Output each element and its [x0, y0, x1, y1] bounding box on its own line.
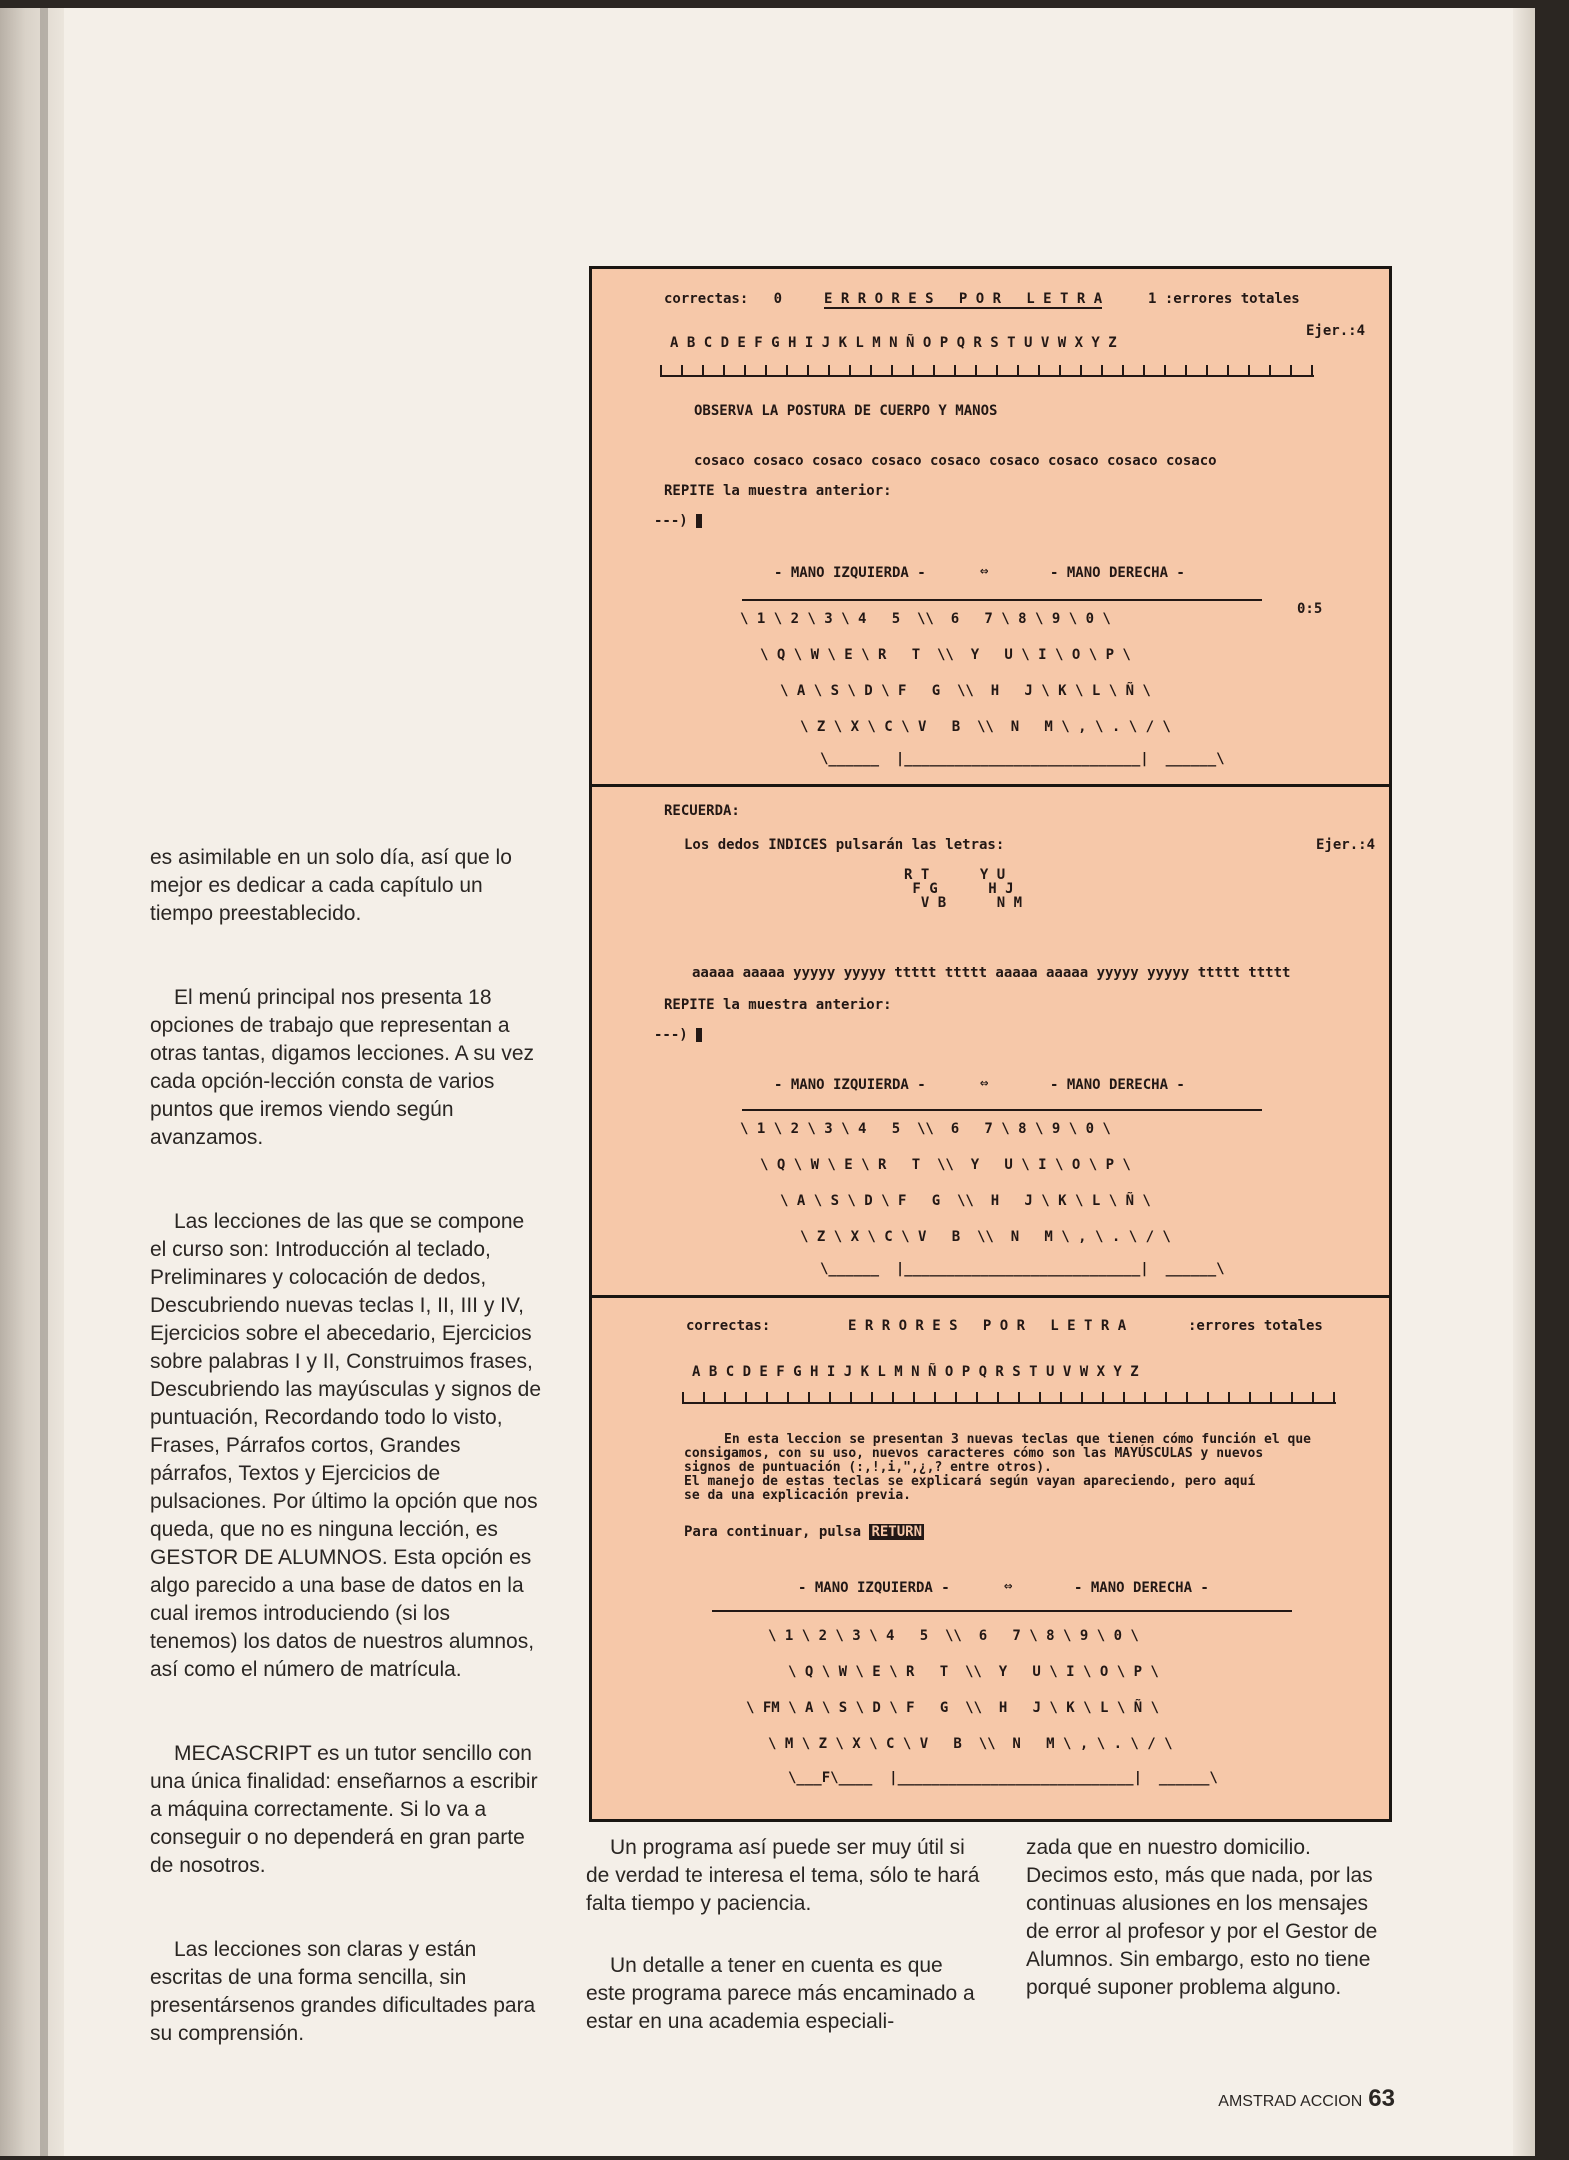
- paragraph: es asimilable en un solo día, así que lo mejor es dedicar a cada capítulo un tiempo preestablecido.: [150, 846, 512, 925]
- key-row-3: \ A \ S \ D \ F G \\ H J \ K \ L \ Ñ \: [780, 683, 1151, 699]
- letter-group-3: V B N M: [904, 895, 1023, 911]
- key-row-4: \ M \ Z \ X \ C \ V B \\ N M \ , \ . \ / \: [768, 1736, 1173, 1752]
- index-fingers-text: Los dedos INDICES pulsarán las letras:: [684, 837, 1005, 853]
- key-row-3: \ FM \ A \ S \ D \ F G \\ H J \ K \ L \ Ñ \: [746, 1700, 1160, 1716]
- left-column: [150, 844, 542, 2104]
- total-errors: 1 :errores totales: [1148, 291, 1300, 307]
- correctas-label: correctas:: [686, 1318, 771, 1334]
- correctas-label: correctas: 0: [664, 291, 783, 307]
- paragraph: El menú principal nos presenta 18 opciones de trabajo que representan a otras tantas, digamos lecciones. A su vez cada opción-lección consta de varios puntos que iremos viendo según avanzamos.: [150, 986, 535, 1149]
- lesson-text: En esta leccion se presentan 3 nuevas teclas que tienen cómo función el que: [724, 1432, 1311, 1447]
- spacebar-row: \___F\____ |____________________________| ______\: [788, 1770, 1218, 1786]
- key-row-4: \ Z \ X \ C \ V B \\ N M \ , \ . \ / \: [800, 719, 1171, 735]
- hands-arrow: ⇔: [980, 1075, 989, 1091]
- repeat-prompt: REPITE la muestra anterior:: [664, 997, 892, 1013]
- key-row-2: \ Q \ W \ E \ R T \\ Y U \ I \ O \ P \: [788, 1664, 1159, 1680]
- right-hand-label: - MANO DERECHA -: [1050, 1077, 1185, 1093]
- paragraph: Las lecciones de las que se compone el curso son: Introducción al teclado, Preliminares y colocación de dedos, Descubriendo nuevas teclas I, II, III y IV, Ejercicios sobre el abecedario, Ejercicios sobre palabras I y II, Construimos frases, Descubriendo las mayúsculas y signos de puntuación, Recordando todo lo visto, Frases, Párrafos cortos, Grandes párrafos, Textos y Ejercicios de pulsaciones. Por último la opción que nos queda, que no es ninguna lección, es GESTOR DE ALUMNOS. Esta opción es algo parecido a una base de datos en la cual iremos introduciendo (si los tenemos) los datos de nuestros alumnos, así como el número de matrícula.: [150, 1210, 542, 1681]
- paragraph: MECASCRIPT es un tutor sencillo con una única finalidad: enseñarnos a escribir a máquina correctamente. Si lo va a conseguir o no dependerá en gran parte de nosotros.: [150, 1742, 538, 1877]
- paragraph: zada que en nuestro domicilio. Decimos esto, más que nada, por las continuas alusiones en los mensajes de error al profesor y por el Gestor de Alumnos. Sin embargo, esto no tiene porqué suponer problema alguno.: [1026, 1836, 1378, 1999]
- page-footer: [1218, 2085, 1395, 2113]
- left-hand-label: - MANO IZQUIERDA -: [774, 1077, 926, 1093]
- page-edge: [1513, 8, 1535, 2156]
- left-hand-label: - MANO IZQUIERDA -: [774, 565, 926, 581]
- screen-2: [592, 787, 1389, 1295]
- exercise-number: Ejer.:4: [1306, 323, 1366, 339]
- remember-label: RECUERDA:: [664, 803, 740, 819]
- screenshot-panels: [589, 266, 1392, 1822]
- error-ticks: [660, 365, 1314, 377]
- magazine-page: [0, 8, 1535, 2156]
- text-cursor: [696, 514, 702, 528]
- lesson-text: consigamos, con su uso, nuevos caracteres cómo son las MAYÚSCULAS y nuevos: [684, 1446, 1264, 1461]
- alphabet-row: A B C D E F G H I J K L M N Ñ O P Q R S T U V W X Y Z: [692, 1364, 1139, 1380]
- continue-prompt: Para continuar, pulsa RETURN: [684, 1524, 923, 1540]
- text-cursor: [696, 1028, 702, 1042]
- exercise-number: Ejer.:4: [1316, 837, 1376, 853]
- repeat-prompt: REPITE la muestra anterior:: [664, 483, 892, 499]
- lesson-text: signos de puntuación (:,!,i,",¿,? entre otros).: [684, 1460, 1052, 1475]
- letter-group-1: R T Y U: [904, 867, 1006, 883]
- letter-group-2: F G H J: [904, 881, 1014, 897]
- key-row-1: \ 1 \ 2 \ 3 \ 4 5 \\ 6 7 \ 8 \ 9 \ 0 \: [768, 1628, 1139, 1644]
- key-row-1: \ 1 \ 2 \ 3 \ 4 5 \\ 6 7 \ 8 \ 9 \ 0 \: [740, 1121, 1111, 1137]
- return-key[interactable]: RETURN: [871, 1524, 923, 1540]
- screen-1: [592, 269, 1389, 784]
- key-row-3: \ A \ S \ D \ F G \\ H J \ K \ L \ Ñ \: [780, 1193, 1151, 1209]
- lesson-text: El manejo de estas teclas se explicará según vayan apareciendo, pero aquí: [684, 1474, 1256, 1489]
- key-row-1: \ 1 \ 2 \ 3 \ 4 5 \\ 6 7 \ 8 \ 9 \ 0 \: [740, 611, 1111, 627]
- paragraph: Un detalle a tener en cuenta es que este programa parece más encaminado a estar en una academia especiali-: [586, 1954, 975, 2033]
- errors-title: E R R O R E S P O R L E T R A: [824, 291, 1103, 307]
- score: 0:5: [1297, 601, 1323, 617]
- paragraph: Un programa así puede ser muy útil si de verdad te interesa el tema, sólo te hará falta tiempo y paciencia.: [586, 1836, 980, 1915]
- sample-text: cosaco cosaco cosaco cosaco cosaco cosaco cosaco cosaco cosaco: [694, 453, 1217, 469]
- page-spine: [0, 8, 64, 2156]
- page-number: 63: [1368, 2085, 1395, 2112]
- errors-title: E R R O R E S P O R L E T R A: [848, 1318, 1127, 1334]
- input-prompt[interactable]: ---): [654, 1027, 702, 1043]
- right-column: [1026, 1834, 1386, 2058]
- hands-arrow: ⇔: [1004, 1578, 1013, 1594]
- lesson-text: se da una explicación previa.: [684, 1488, 911, 1503]
- spacebar-row: \______ |____________________________| ______\: [820, 1261, 1225, 1277]
- key-row-2: \ Q \ W \ E \ R T \\ Y U \ I \ O \ P \: [760, 1157, 1131, 1173]
- input-prompt[interactable]: ---): [654, 513, 702, 529]
- hands-arrow: ⇔: [980, 563, 989, 579]
- magazine-name: AMSTRAD ACCION: [1218, 2093, 1363, 2110]
- instruction: OBSERVA LA POSTURA DE CUERPO Y MANOS: [694, 403, 998, 419]
- spacebar-row: \______ |____________________________| ______\: [820, 751, 1225, 767]
- screen-3: [592, 1298, 1389, 1816]
- alphabet-row: A B C D E F G H I J K L M N Ñ O P Q R S T U V W X Y Z: [670, 335, 1117, 351]
- middle-column: [586, 1834, 984, 2092]
- right-hand-label: - MANO DERECHA -: [1050, 565, 1185, 581]
- left-hand-label: - MANO IZQUIERDA -: [798, 1580, 950, 1596]
- total-errors: :errores totales: [1188, 1318, 1323, 1334]
- paragraph: Las lecciones son claras y están escritas de una forma sencilla, sin presentársenos grandes dificultades para su comprensión.: [150, 1938, 536, 2045]
- key-row-2: \ Q \ W \ E \ R T \\ Y U \ I \ O \ P \: [760, 647, 1131, 663]
- sample-text: aaaaa aaaaa yyyyy yyyyy ttttt ttttt aaaaa aaaaa yyyyy yyyyy ttttt ttttt: [692, 965, 1291, 981]
- error-ticks: [682, 1392, 1336, 1404]
- right-hand-label: - MANO DERECHA -: [1074, 1580, 1209, 1596]
- key-row-4: \ Z \ X \ C \ V B \\ N M \ , \ . \ / \: [800, 1229, 1171, 1245]
